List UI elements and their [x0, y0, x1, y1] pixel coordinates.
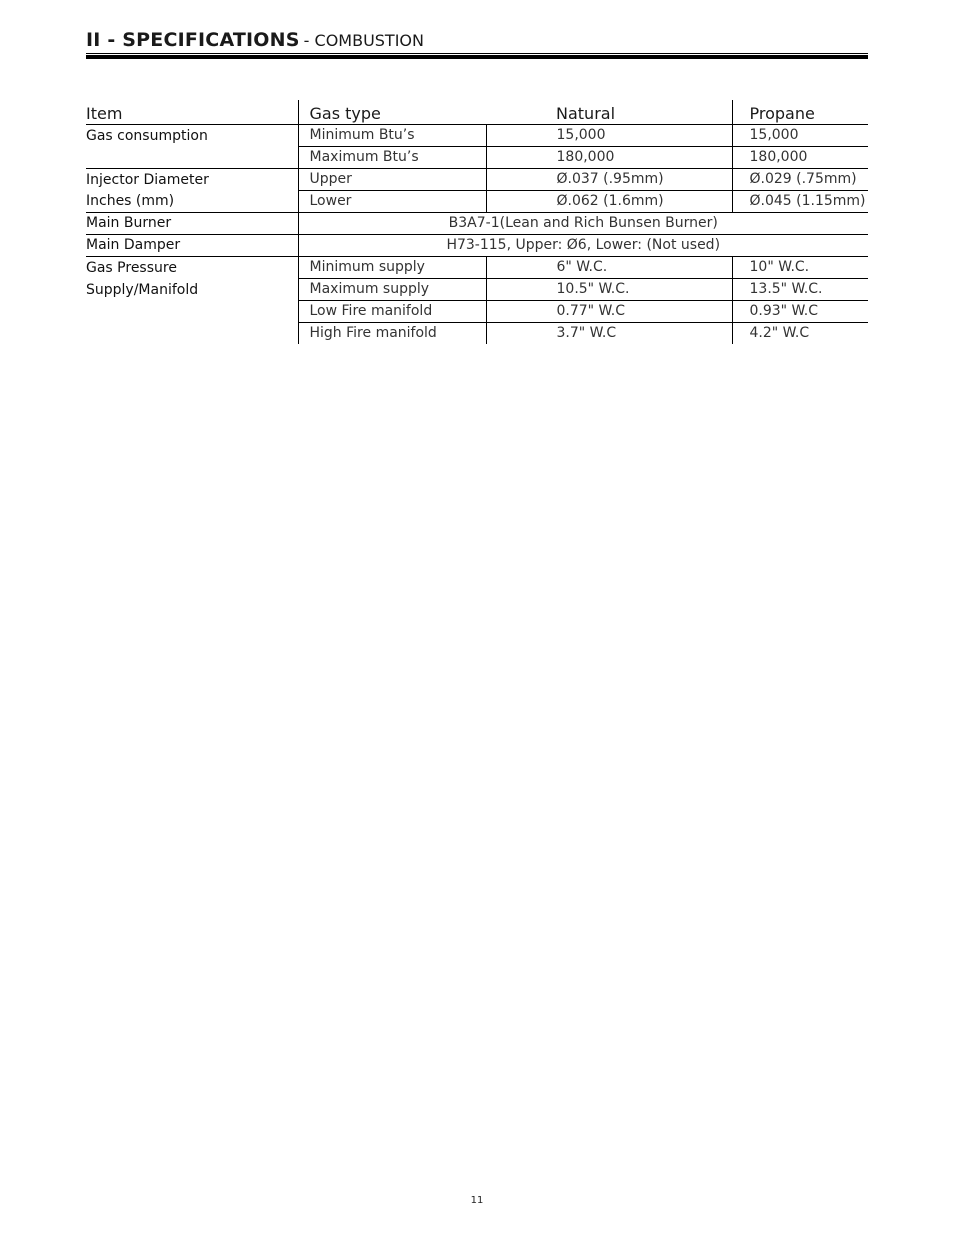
column-header-item: Item: [86, 100, 298, 125]
natural-injector-lower: Ø.062 (1.6mm): [486, 191, 732, 213]
page-number: 11: [470, 1195, 484, 1206]
propane-injector-upper: Ø.029 (.75mm): [732, 169, 868, 191]
natural-minimum-supply: 6" W.C.: [486, 257, 732, 279]
table-row: [86, 213, 868, 235]
table-row: [86, 191, 868, 213]
gas-type-upper: Upper: [298, 169, 486, 191]
gas-type-maximum-btu: Maximum Btu’s: [298, 147, 486, 169]
table-row: [86, 279, 868, 301]
column-header-natural: Natural: [486, 100, 732, 125]
column-header-gas-type: Gas type: [298, 100, 486, 125]
table-header-row: [86, 100, 868, 125]
combustion-spec-table: [86, 100, 868, 344]
section-title-main: II - SPECIFICATIONS: [86, 29, 300, 51]
row-label-empty: [86, 147, 298, 169]
row-label-supply-manifold: Supply/Manifold: [86, 281, 199, 298]
page-header: [86, 28, 868, 52]
gas-type-minimum-btu: Minimum Btu’s: [298, 125, 486, 147]
row-label-gas-consumption: Gas consumption: [86, 127, 208, 144]
natural-maximum-btu: 180,000: [486, 147, 732, 169]
gas-type-minimum-supply: Minimum supply: [298, 257, 486, 279]
natural-high-fire-manifold: 3.7" W.C: [486, 323, 732, 345]
propane-injector-lower: Ø.045 (1.15mm): [732, 191, 868, 213]
row-label-empty: [86, 301, 298, 323]
natural-low-fire-manifold: 0.77" W.C: [486, 301, 732, 323]
row-label-empty: [86, 323, 298, 345]
header-rule-thick: [86, 55, 868, 59]
table-row: [86, 323, 868, 345]
table-row: [86, 257, 868, 279]
propane-maximum-btu: 180,000: [732, 147, 868, 169]
propane-minimum-btu: 15,000: [732, 125, 868, 147]
row-label-gas-pressure: Gas Pressure: [86, 259, 177, 276]
row-label-main-burner: Main Burner: [86, 213, 298, 235]
row-label-inches-mm: Inches (mm): [86, 191, 298, 213]
propane-maximum-supply: 13.5" W.C.: [732, 279, 868, 301]
propane-low-fire-manifold: 0.93" W.C: [732, 301, 868, 323]
section-title-sub: - COMBUSTION: [303, 31, 424, 50]
gas-type-maximum-supply: Maximum supply: [298, 279, 486, 301]
table-row: [86, 301, 868, 323]
section-title: [86, 28, 868, 52]
natural-injector-upper: Ø.037 (.95mm): [486, 169, 732, 191]
gas-type-lower: Lower: [298, 191, 486, 213]
main-damper-value: H73-115, Upper: Ø6, Lower: (Not used): [298, 235, 868, 257]
row-label-injector-diameter: Injector Diameter: [86, 171, 209, 188]
header-rule-thin: [86, 53, 868, 54]
table-row: [86, 235, 868, 257]
column-header-propane: Propane: [732, 100, 868, 125]
row-label-main-damper: Main Damper: [86, 235, 298, 257]
table-row: [86, 147, 868, 169]
main-burner-value: B3A7-1(Lean and Rich Bunsen Burner): [298, 213, 868, 235]
gas-type-low-fire-manifold: Low Fire manifold: [298, 301, 486, 323]
table-row: [86, 125, 868, 147]
propane-minimum-supply: 10" W.C.: [732, 257, 868, 279]
natural-maximum-supply: 10.5" W.C.: [486, 279, 732, 301]
table-row: [86, 169, 868, 191]
propane-high-fire-manifold: 4.2" W.C: [732, 323, 868, 345]
gas-type-high-fire-manifold: High Fire manifold: [298, 323, 486, 345]
natural-minimum-btu: 15,000: [486, 125, 732, 147]
